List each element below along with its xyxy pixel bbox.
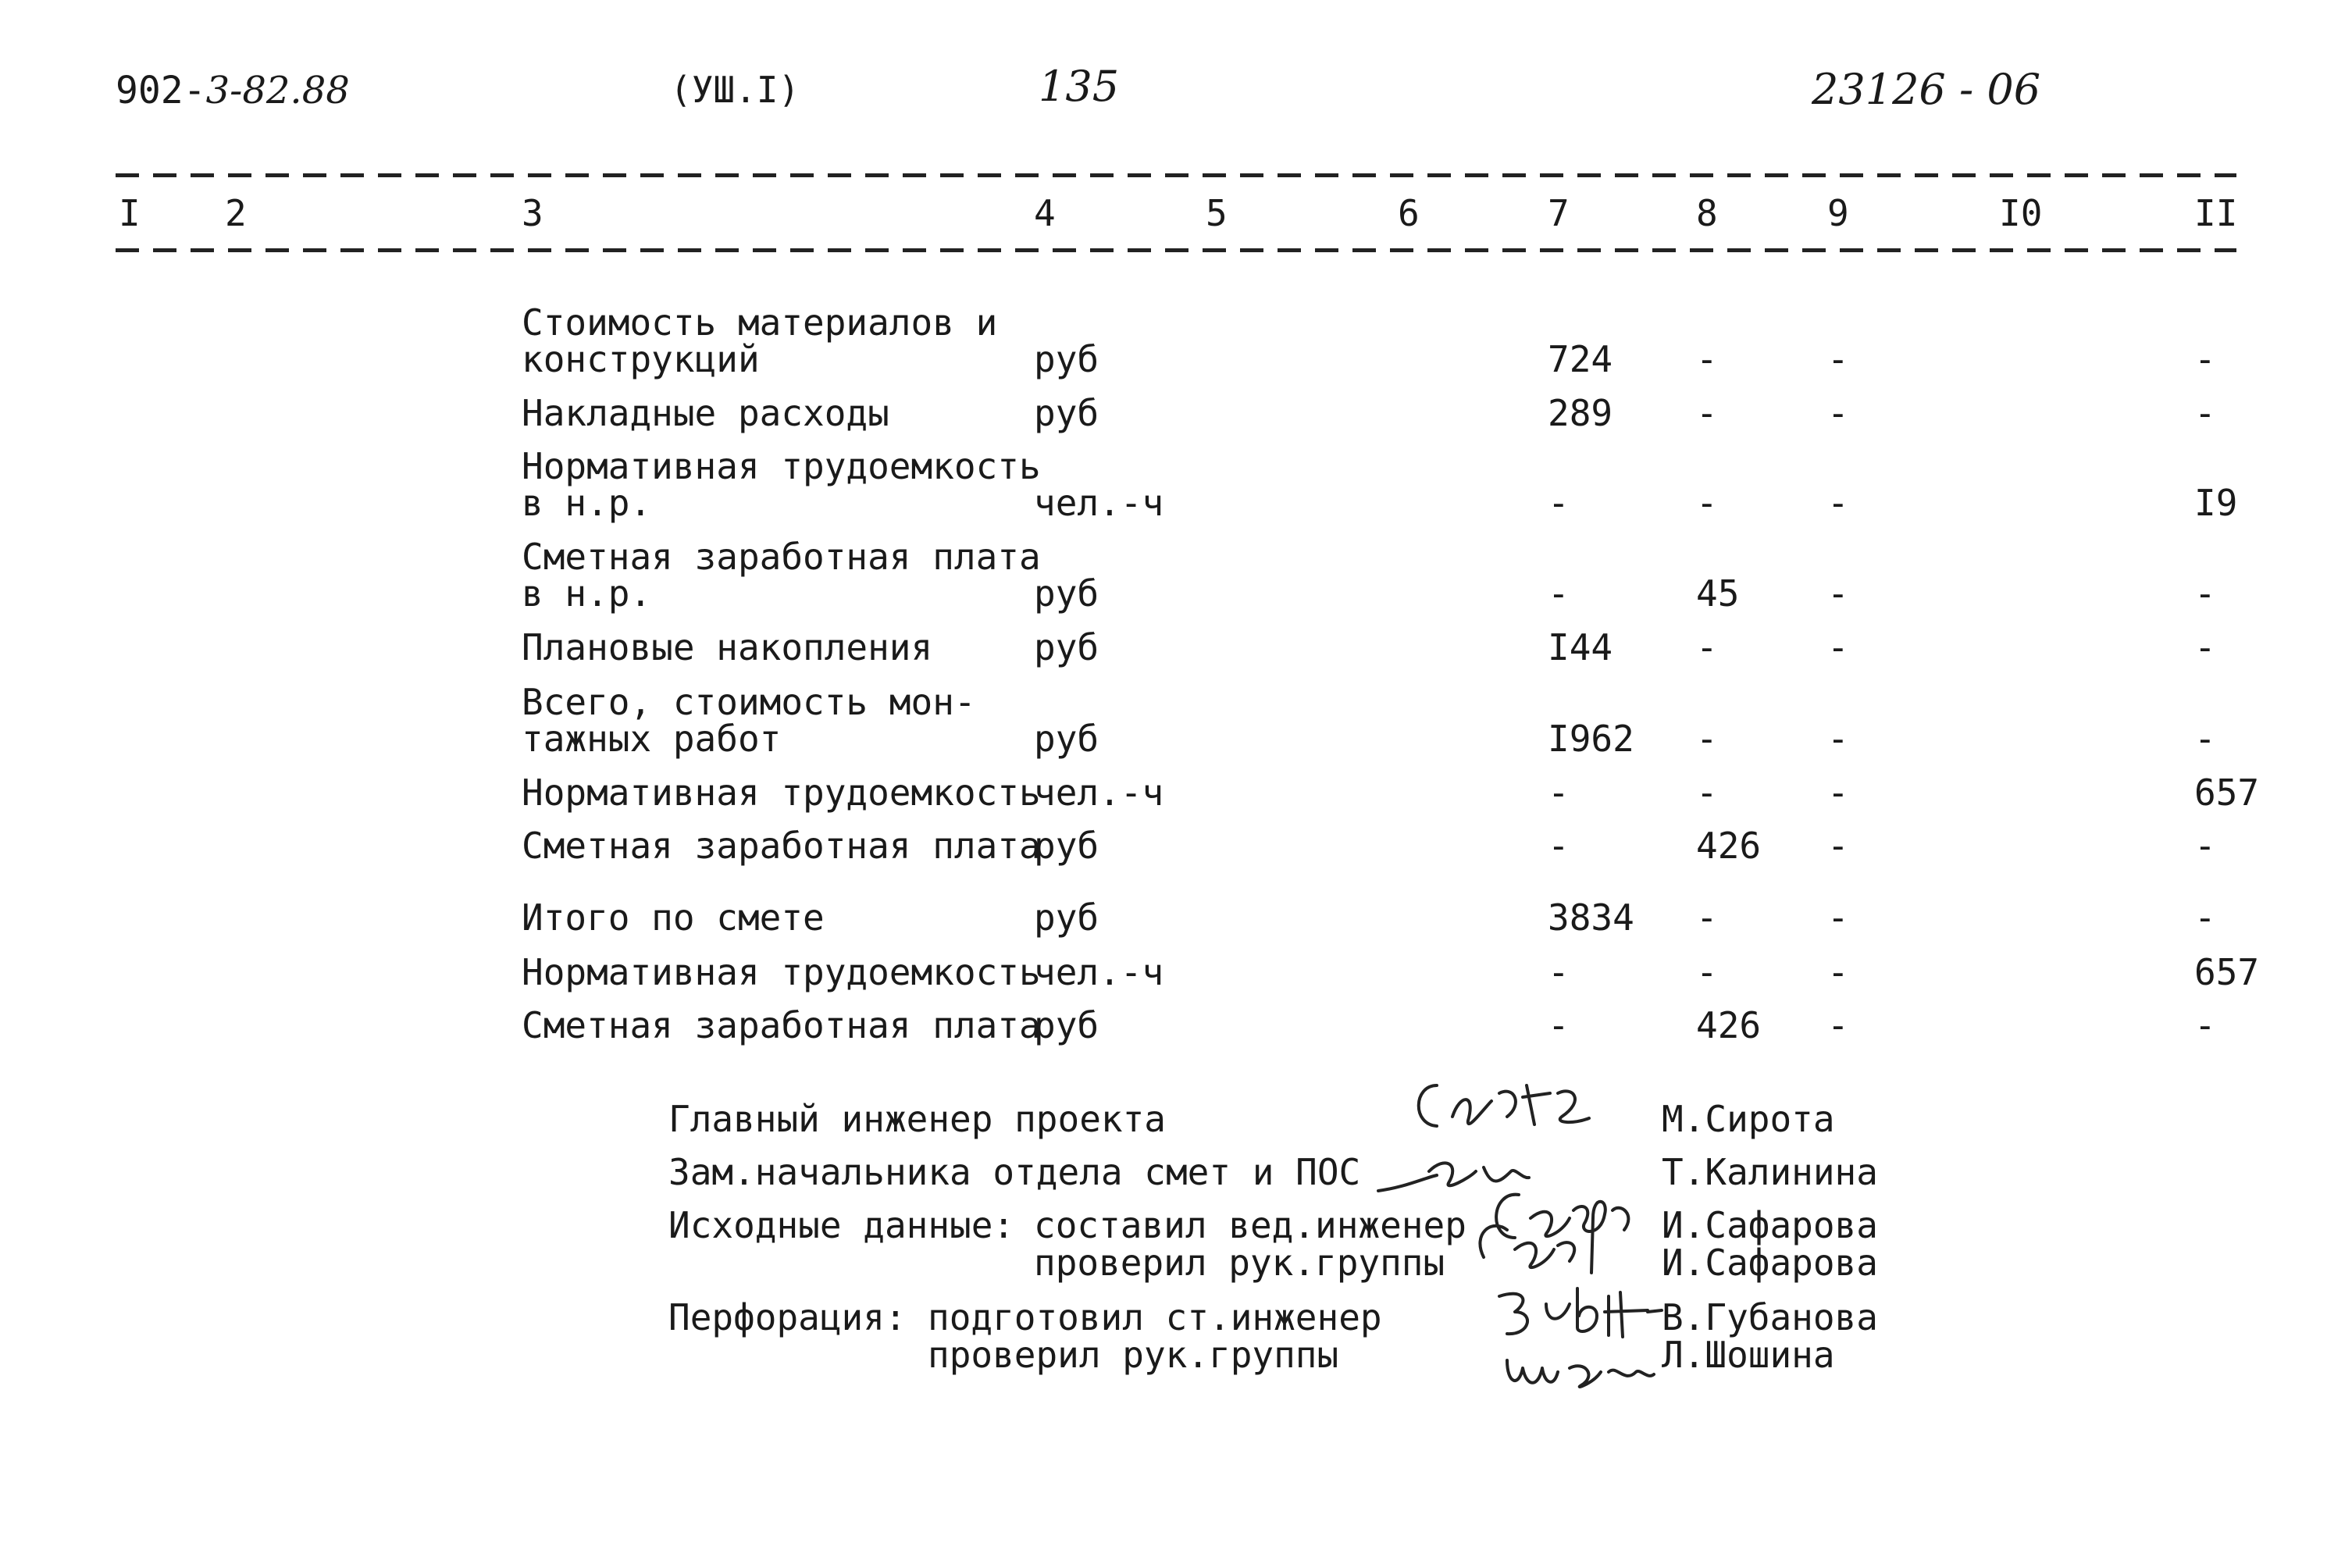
row-name: Сметная заработная плата [522, 825, 1041, 867]
row-unit: руб [1034, 392, 1099, 434]
cell-col11: - [2194, 825, 2216, 867]
document-number: 23126 - 06 [1812, 65, 2041, 114]
cell-col11: - [2194, 718, 2216, 760]
row-name: Накладные расходы [522, 392, 889, 434]
cell-col9: - [1827, 718, 1849, 760]
cell-col8: - [1696, 951, 1718, 993]
page-number: 135 [1039, 62, 1120, 111]
cell-col9: - [1827, 572, 1849, 615]
cell-col9: - [1827, 825, 1849, 867]
row-unit: руб [1034, 1004, 1099, 1046]
cell-col7: 724 [1548, 338, 1613, 380]
row-name: Плановые накопления [522, 626, 933, 668]
cell-col8: - [1696, 772, 1718, 814]
header-rule-bottom [116, 248, 2236, 252]
cell-col8: 426 [1696, 1004, 1762, 1046]
cell-col7: - [1548, 772, 1570, 814]
source-checked-name: И.Сафарова [1662, 1242, 1878, 1284]
row-name: в н.р. [522, 482, 652, 524]
cell-col7: - [1548, 482, 1570, 524]
cell-col9: - [1827, 392, 1849, 434]
row-unit: руб [1034, 338, 1099, 380]
row-name: Всего, стоимость мон- [522, 681, 976, 723]
cell-col11: - [2194, 572, 2216, 615]
column-header: I [119, 192, 141, 234]
cell-col8: - [1696, 392, 1718, 434]
doc-code-prefix: 902- [116, 69, 206, 112]
row-name: тажных работ [522, 718, 782, 760]
cell-col11: - [2194, 392, 2216, 434]
cell-col7: - [1548, 572, 1570, 615]
column-header: 9 [1827, 192, 1849, 234]
cell-col8: 45 [1696, 572, 1740, 615]
row-unit: руб [1034, 896, 1099, 939]
cell-col7: I44 [1548, 626, 1613, 668]
row-name: Стоимость материалов и [522, 301, 998, 344]
column-header: 2 [225, 192, 247, 234]
column-header: II [2194, 192, 2238, 234]
perf-checked-role: проверил рук.группы [928, 1334, 1339, 1376]
perf-prepared-role: подготовил ст.инженер [928, 1296, 1382, 1338]
column-header: 8 [1696, 192, 1718, 234]
source-compiled-name: И.Сафарова [1662, 1204, 1878, 1246]
cell-col9: - [1827, 951, 1849, 993]
signature-shoshina [1499, 1337, 1655, 1399]
cell-col9: - [1827, 896, 1849, 939]
deputy-head-name: Т.Калинина [1662, 1151, 1878, 1193]
row-name: в н.р. [522, 572, 652, 615]
row-name: Нормативная трудоемкость [522, 445, 1041, 487]
row-unit: руб [1034, 718, 1099, 760]
row-unit: руб [1034, 626, 1099, 668]
cell-col11: 657 [2194, 951, 2260, 993]
cell-col9: - [1827, 338, 1849, 380]
cell-col11: I9 [2194, 482, 2238, 524]
deputy-head-role: Зам.начальника отдела смет и ПОС [668, 1151, 1361, 1193]
cell-col8: - [1696, 896, 1718, 939]
source-compiled-role: составил вед.инженер [1034, 1204, 1466, 1246]
row-unit: руб [1034, 572, 1099, 615]
column-header: 3 [522, 192, 543, 234]
source-checked-role: проверил рук.группы [1034, 1242, 1445, 1284]
cell-col9: - [1827, 482, 1849, 524]
doc-code [116, 69, 350, 112]
cell-col8: - [1696, 338, 1718, 380]
row-unit: чел.-ч [1034, 951, 1164, 993]
cell-col9: - [1827, 772, 1849, 814]
cell-col8: 426 [1696, 825, 1762, 867]
cell-col7: 3834 [1548, 896, 1634, 939]
source-data-label: Исходные данные: [668, 1204, 1015, 1246]
signature-sirota [1406, 1062, 1593, 1148]
column-header: 6 [1398, 192, 1420, 234]
signature-gubanova [1491, 1281, 1663, 1343]
cell-col11: - [2194, 896, 2216, 939]
cell-col8: - [1696, 482, 1718, 524]
chief-engineer-role: Главный инженер проекта [668, 1098, 1166, 1140]
cell-col7: - [1548, 825, 1570, 867]
signature-safarova-1 [1476, 1171, 1655, 1288]
header-rule-top [116, 173, 2236, 177]
column-header: I0 [1999, 192, 2043, 234]
row-name: конструкций [522, 338, 760, 380]
cell-col9: - [1827, 1004, 1849, 1046]
cell-col8: - [1696, 718, 1718, 760]
row-name: Сметная заработная плата [522, 536, 1041, 578]
doc-code-handwritten: 3-82.88 [205, 69, 350, 112]
cell-col7: - [1548, 1004, 1570, 1046]
column-header: 7 [1548, 192, 1570, 234]
row-name: Нормативная трудоемкость [522, 772, 1041, 814]
cell-col11: - [2194, 626, 2216, 668]
cell-col11: - [2194, 1004, 2216, 1046]
cell-col7: 289 [1548, 392, 1613, 434]
cell-col9: - [1827, 626, 1849, 668]
cell-col7: I962 [1548, 718, 1634, 760]
perf-checked-name: Л.Шошина [1662, 1334, 1835, 1376]
row-name: Итого по смете [522, 896, 825, 939]
row-unit: чел.-ч [1034, 772, 1164, 814]
column-header: 5 [1206, 192, 1228, 234]
chief-engineer-name: М.Сирота [1662, 1098, 1835, 1140]
row-name: Нормативная трудоемкость [522, 951, 1041, 993]
cell-col11: 657 [2194, 772, 2260, 814]
row-unit: чел.-ч [1034, 482, 1164, 524]
column-header: 4 [1034, 192, 1056, 234]
row-unit: руб [1034, 825, 1099, 867]
section-code: (УШ.I) [670, 69, 800, 111]
row-name: Сметная заработная плата [522, 1004, 1041, 1046]
cell-col8: - [1696, 626, 1718, 668]
cell-col11: - [2194, 338, 2216, 380]
cell-col7: - [1548, 951, 1570, 993]
perf-prepared-name: В.Губанова [1662, 1296, 1878, 1338]
perforation-label: Перфорация: [668, 1296, 907, 1338]
